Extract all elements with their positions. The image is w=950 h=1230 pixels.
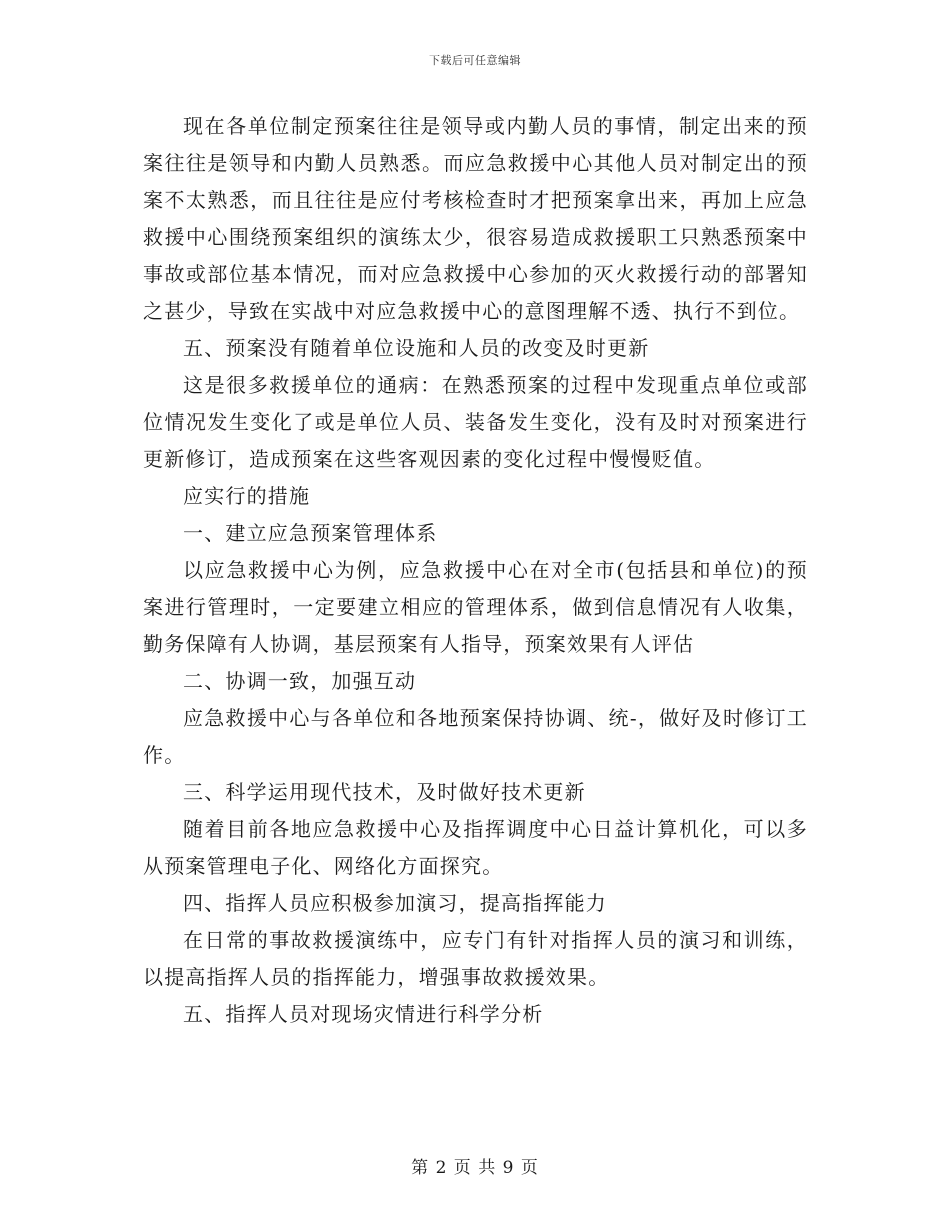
paragraph-measure-4: 在日常的事故救援演练中，应专门有针对指挥人员的演习和训练，以提高指挥人员的指挥能力，增强事故救援效果。 — [143, 928, 808, 989]
paragraph-measure-2: 应急救援中心与各单位和各地预案保持协调、统-，做好及时修订工作。 — [143, 706, 808, 767]
document-body — [143, 108, 808, 1033]
paragraph-measure-1: 以应急救援中心为例，应急救援中心在对全市(包括县和单位)的预案进行管理时，一定要建立相应的管理体系，做到信息情况有人收集，勤务保障有人协调，基层预案有人指导，预案效果有人评估 — [143, 558, 808, 656]
heading-measure-4: 四、指挥人员应积极参加演习，提高指挥能力 — [183, 891, 607, 915]
paragraph-problem-5: 这是很多救援单位的通病：在熟悉预案的过程中发现重点单位或部位情况发生变化了或是单位人员、装备发生变化，没有及时对预案进行更新修订，造成预案在这些客观因素的变化过程中慢慢贬值。 — [143, 373, 808, 471]
heading-measure-5: 五、指挥人员对现场灾情进行科学分析 — [183, 1002, 544, 1026]
paragraph-measure-3: 随着目前各地应急救援中心及指挥调度中心日益计算机化，可以多从预案管理电子化、网络化方面探究。 — [143, 817, 808, 878]
heading-measures: 应实行的措施 — [183, 484, 311, 508]
page-header: 下载后可任意编辑 — [429, 54, 521, 67]
heading-measure-2: 二、协调一致，加强互动 — [183, 669, 417, 693]
paragraph-intro: 现在各单位制定预案往往是领导或内勤人员的事情，制定出来的预案往往是领导和内勤人员熟悉。而应急救援中心其他人员对制定出的预案不太熟悉，而且往往是应付考核检查时才把预案拿出来，再加上应急救援中心围绕预案组织的演练太少，很容易造成救援职工只熟悉预案中事故或部位基本情况，而对应急救援中心参加的灭火救援行动的部署知之甚少，导致在实战中对应急救援中心的意图理解不透、执行不到位。 — [143, 114, 808, 323]
page-footer: 第 2 页 共 9 页 — [411, 1158, 539, 1178]
heading-problem-5: 五、预案没有随着单位设施和人员的改变及时更新 — [183, 336, 650, 360]
heading-measure-1: 一、建立应急预案管理体系 — [183, 521, 438, 545]
heading-measure-3: 三、科学运用现代技术，及时做好技术更新 — [183, 780, 586, 804]
